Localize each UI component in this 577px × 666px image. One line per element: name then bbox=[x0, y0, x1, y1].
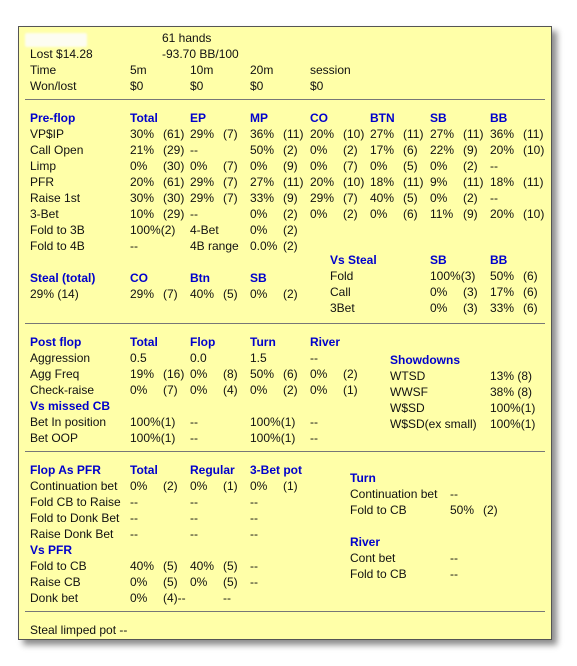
preflop-cell-value: 0% bbox=[250, 207, 268, 221]
check-raise-count: (4) bbox=[223, 383, 238, 397]
steal-count: (2) bbox=[283, 287, 298, 301]
raise-donk-value: -- bbox=[250, 527, 258, 541]
wsd-ex-small-label: W$SD(ex small) bbox=[390, 417, 477, 431]
steal-total-value: 29% (14) bbox=[30, 287, 79, 301]
preflop-cell-value: 30% bbox=[130, 191, 155, 205]
fold-cb-raise-value: -- bbox=[250, 495, 258, 509]
donk-bet-value: 0% bbox=[130, 591, 148, 605]
preflop-cell-value: 18% bbox=[370, 175, 395, 189]
divider bbox=[25, 611, 545, 612]
preflop-cell-value: 29% bbox=[190, 175, 215, 189]
preflop-cell-value: 0% bbox=[310, 207, 328, 221]
fold-to-cb-value: -- bbox=[250, 559, 258, 573]
vs-steal-value: 100%(3) bbox=[430, 269, 476, 283]
vs-steal-count: (6) bbox=[523, 285, 538, 299]
preflop-cell-value: 27% bbox=[250, 175, 275, 189]
preflop-cell-value: 20% bbox=[310, 127, 335, 141]
preflop-cell-value: 20% bbox=[490, 143, 515, 157]
bet-oop-value: 100%(1) bbox=[250, 431, 296, 445]
cbet-count: (1) bbox=[283, 479, 298, 493]
preflop-cell-value: 21% bbox=[130, 143, 155, 157]
bet-oop-value: -- bbox=[190, 431, 198, 445]
won-lost-value: $0 bbox=[130, 79, 144, 93]
turn-header: Turn bbox=[350, 471, 376, 485]
river-cont-bet-label: Cont bet bbox=[350, 551, 396, 565]
preflop-cell-value: 36% bbox=[490, 127, 515, 141]
agg-freq-value: 0% bbox=[190, 367, 208, 381]
preflop-row-label: Raise 1st bbox=[30, 191, 81, 205]
preflop-cell-count: (61) bbox=[163, 127, 185, 141]
preflop-cell-count: (5) bbox=[403, 159, 418, 173]
preflop-row-label: Call Open bbox=[30, 143, 84, 157]
steal-limped-pot: Steal limped pot -- bbox=[30, 623, 128, 637]
preflop-cell-value: 0% bbox=[190, 159, 208, 173]
wsd-value: 100%(1) bbox=[490, 401, 536, 415]
postflop-col: Total bbox=[130, 335, 158, 349]
bet-in-position-label: Bet In position bbox=[30, 415, 107, 429]
turn-cbet-label: Continuation bet bbox=[350, 487, 438, 501]
aggression-label: Aggression bbox=[30, 351, 91, 365]
wtsd-value: 13% (8) bbox=[490, 369, 533, 383]
preflop-col: SB bbox=[430, 111, 447, 125]
river-cont-bet-value: -- bbox=[450, 551, 458, 565]
cbet-label: Continuation bet bbox=[30, 479, 118, 493]
steal-col: CO bbox=[130, 271, 148, 285]
postflop-col: Flop bbox=[190, 335, 216, 349]
wsd-ex-small-value: 100%(1) bbox=[490, 417, 536, 431]
preflop-cell-count: (11) bbox=[283, 127, 304, 141]
preflop-cell-value: 20% bbox=[130, 175, 155, 189]
cbet-value: 0% bbox=[190, 479, 208, 493]
divider bbox=[25, 323, 545, 324]
preflop-cell-value: -- bbox=[190, 143, 198, 157]
preflop-cell-value: 27% bbox=[370, 127, 395, 141]
fold-to-cb-label: Fold to CB bbox=[30, 559, 87, 573]
preflop-cell-count: (2) bbox=[463, 191, 478, 205]
aggression-value: 0.5 bbox=[130, 351, 147, 365]
preflop-col: Total bbox=[130, 111, 158, 125]
wwsf-label: WWSF bbox=[390, 385, 428, 399]
river-fold-cb-label: Fold to CB bbox=[350, 567, 407, 581]
wwsf-value: 38% (8) bbox=[490, 385, 533, 399]
postflop-col: River bbox=[310, 335, 341, 349]
flop-pfr-col: 3-Bet pot bbox=[250, 463, 302, 477]
won-lost-value: $0 bbox=[310, 79, 324, 93]
preflop-cell-count: (61) bbox=[163, 175, 185, 189]
fold-donk-label: Fold to Donk Bet bbox=[30, 511, 120, 525]
preflop-cell-count: (11) bbox=[463, 175, 484, 189]
steal-col: SB bbox=[250, 271, 267, 285]
fold-cb-raise-value: -- bbox=[130, 495, 138, 509]
preflop-cell-value: 0% bbox=[370, 207, 388, 221]
donk-bet-label: Donk bet bbox=[30, 591, 79, 605]
flop-pfr-col: Regular bbox=[190, 463, 235, 477]
preflop-cell-count: (11) bbox=[463, 127, 484, 141]
preflop-cell-count: (6) bbox=[403, 207, 418, 221]
four-bet-range-value: 0.0% bbox=[250, 239, 278, 253]
preflop-cell-count: (29) bbox=[163, 207, 185, 221]
check-raise-label: Check-raise bbox=[30, 383, 95, 397]
won-lost-value: $0 bbox=[250, 79, 264, 93]
agg-freq-count: (16) bbox=[163, 367, 185, 381]
preflop-cell-count: (9) bbox=[463, 143, 478, 157]
bet-oop-label: Bet OOP bbox=[30, 431, 79, 445]
preflop-cell-value: -- bbox=[490, 159, 498, 173]
preflop-cell-count: (7) bbox=[343, 191, 358, 205]
aggression-value: 1.5 bbox=[250, 351, 267, 365]
check-raise-count: (7) bbox=[163, 383, 178, 397]
bb-per-100: -93.70 BB/100 bbox=[162, 47, 239, 61]
preflop-cell-value: 33% bbox=[250, 191, 275, 205]
preflop-cell-count: (11) bbox=[523, 175, 544, 189]
agg-freq-value: 19% bbox=[130, 367, 155, 381]
fold-to-3b-label: Fold to 3B bbox=[30, 223, 85, 237]
preflop-cell-count: (30) bbox=[163, 159, 185, 173]
donk-bet-value: -- bbox=[223, 591, 231, 605]
preflop-cell-count: (2) bbox=[283, 207, 298, 221]
four-bet-range-label: 4B range bbox=[190, 239, 239, 253]
preflop-cell-value: 0% bbox=[130, 159, 148, 173]
preflop-row-label: VP$IP bbox=[30, 127, 65, 141]
won-lost-value: $0 bbox=[190, 79, 204, 93]
agg-freq-label: Agg Freq bbox=[30, 367, 80, 381]
preflop-cell-count: (11) bbox=[403, 127, 424, 141]
cbet-value: 0% bbox=[130, 479, 148, 493]
check-raise-value: 0% bbox=[190, 383, 208, 397]
check-raise-count: (2) bbox=[283, 383, 298, 397]
preflop-cell-value: 0% bbox=[370, 159, 388, 173]
vs-steal-fold-label: Fold bbox=[330, 269, 354, 283]
fold-donk-value: -- bbox=[190, 511, 198, 525]
postflop-col: Turn bbox=[250, 335, 276, 349]
vs-steal-count: (3) bbox=[463, 301, 478, 315]
raise-cb-value: -- bbox=[250, 575, 258, 589]
preflop-cell-value: 0% bbox=[250, 159, 268, 173]
agg-freq-value: 0% bbox=[310, 367, 328, 381]
bet-in-position-value: -- bbox=[190, 415, 198, 429]
preflop-cell-count: (10) bbox=[343, 127, 365, 141]
postflop-header: Post flop bbox=[30, 335, 82, 349]
time-label: Time bbox=[30, 63, 57, 77]
wsd-label: W$SD bbox=[390, 401, 425, 415]
preflop-cell-value: 11% bbox=[430, 207, 454, 221]
time-col: 5m bbox=[130, 63, 147, 77]
vs-steal-value: 33% bbox=[490, 301, 515, 315]
raise-cb-label: Raise CB bbox=[30, 575, 81, 589]
four-bet-label: 4-Bet bbox=[190, 223, 219, 237]
aggression-value: -- bbox=[310, 351, 318, 365]
aggression-value: 0.0 bbox=[190, 351, 207, 365]
preflop-cell-value: 9% bbox=[430, 175, 448, 189]
preflop-cell-count: (2) bbox=[463, 159, 478, 173]
vs-steal-count: (6) bbox=[523, 269, 538, 283]
preflop-cell-value: 40% bbox=[370, 191, 395, 205]
time-col: 20m bbox=[250, 63, 274, 77]
preflop-cell-value: 29% bbox=[310, 191, 335, 205]
agg-freq-count: (6) bbox=[283, 367, 298, 381]
flop-as-pfr-header: Flop As PFR bbox=[30, 463, 101, 477]
divider bbox=[25, 451, 545, 452]
fold-to-3b-value: 100%(2) bbox=[130, 223, 176, 237]
preflop-cell-value: 0% bbox=[430, 191, 448, 205]
preflop-cell-count: (9) bbox=[283, 159, 298, 173]
preflop-col: BB bbox=[490, 111, 508, 125]
fold-to-cb-count: (5) bbox=[163, 559, 178, 573]
turn-fold-cb-count: (2) bbox=[483, 503, 498, 517]
preflop-cell-count: (2) bbox=[343, 207, 358, 221]
cbet-count: (1) bbox=[223, 479, 238, 493]
vs-steal-value: 0% bbox=[430, 285, 448, 299]
river-header: River bbox=[350, 535, 381, 549]
flop-pfr-col: Total bbox=[130, 463, 158, 477]
vs-steal-col: BB bbox=[490, 253, 508, 267]
cbet-value: 0% bbox=[250, 479, 268, 493]
raise-donk-label: Raise Donk Bet bbox=[30, 527, 114, 541]
preflop-cell-count: (7) bbox=[223, 191, 238, 205]
preflop-cell-count: (11) bbox=[403, 175, 424, 189]
vs-steal-count: (6) bbox=[523, 301, 538, 315]
fold-cb-raise-value: -- bbox=[190, 495, 198, 509]
cbet-count: (2) bbox=[163, 479, 178, 493]
wtsd-label: WTSD bbox=[390, 369, 426, 383]
fold-donk-value: -- bbox=[250, 511, 258, 525]
preflop-col: EP bbox=[190, 111, 207, 125]
agg-freq-count: (8) bbox=[223, 367, 238, 381]
preflop-cell-value: 30% bbox=[130, 127, 155, 141]
turn-cbet-value: -- bbox=[450, 487, 458, 501]
vs-steal-count: (3) bbox=[463, 285, 478, 299]
vs-missed-cb-header: Vs missed CB bbox=[30, 399, 111, 413]
time-col: 10m bbox=[190, 63, 214, 77]
preflop-cell-value: 27% bbox=[430, 127, 455, 141]
preflop-cell-count: (10) bbox=[343, 175, 365, 189]
steal-count: (5) bbox=[223, 287, 238, 301]
donk-bet-count: (4)-- bbox=[163, 591, 186, 605]
bet-in-position-value: 100%(1) bbox=[250, 415, 296, 429]
hands-count: 61 hands bbox=[162, 31, 212, 45]
river-fold-cb-value: -- bbox=[450, 567, 458, 581]
raise-cb-count: (5) bbox=[163, 575, 178, 589]
turn-fold-cb-label: Fold to CB bbox=[350, 503, 407, 517]
preflop-cell-value: 29% bbox=[190, 127, 215, 141]
preflop-row-label: 3-Bet bbox=[30, 207, 59, 221]
preflop-cell-count: (11) bbox=[523, 127, 544, 141]
agg-freq-value: 50% bbox=[250, 367, 275, 381]
fold-to-cb-count: (5) bbox=[223, 559, 238, 573]
raise-donk-value: -- bbox=[130, 527, 138, 541]
bet-in-position-value: -- bbox=[310, 415, 318, 429]
lost-amount: Lost $14.28 bbox=[30, 47, 93, 61]
raise-cb-value: 0% bbox=[190, 575, 208, 589]
preflop-cell-count: (7) bbox=[223, 175, 238, 189]
preflop-cell-value: 22% bbox=[430, 143, 455, 157]
player-name-redacted bbox=[25, 33, 87, 47]
fold-donk-value: -- bbox=[130, 511, 138, 525]
check-raise-value: 0% bbox=[310, 383, 328, 397]
preflop-cell-value: 0% bbox=[310, 143, 328, 157]
preflop-col: MP bbox=[250, 111, 268, 125]
vs-steal-col: SB bbox=[430, 253, 447, 267]
bet-oop-value: 100%(1) bbox=[130, 431, 176, 445]
raise-cb-count: (5) bbox=[223, 575, 238, 589]
vs-steal-3bet-label: 3Bet bbox=[330, 301, 355, 315]
showdowns-header: Showdowns bbox=[390, 353, 460, 367]
vs-steal-value: 0% bbox=[430, 301, 448, 315]
preflop-cell-value: -- bbox=[490, 191, 498, 205]
raise-cb-value: 0% bbox=[130, 575, 148, 589]
divider bbox=[25, 99, 545, 100]
preflop-cell-count: (10) bbox=[523, 143, 545, 157]
preflop-row-label: Limp bbox=[30, 159, 57, 173]
bet-oop-value: -- bbox=[310, 431, 318, 445]
steal-count: (7) bbox=[163, 287, 178, 301]
preflop-cell-count: (9) bbox=[283, 191, 298, 205]
preflop-cell-count: (29) bbox=[163, 143, 185, 157]
preflop-cell-value: 29% bbox=[190, 191, 215, 205]
preflop-cell-count: (10) bbox=[523, 207, 545, 221]
preflop-cell-count: (9) bbox=[463, 207, 478, 221]
preflop-header: Pre-flop bbox=[30, 111, 76, 125]
vs-pfr-header: Vs PFR bbox=[30, 543, 73, 557]
preflop-cell-count: (7) bbox=[223, 127, 238, 141]
check-raise-count: (1) bbox=[343, 383, 358, 397]
preflop-col: BTN bbox=[370, 111, 395, 125]
preflop-cell-count: (6) bbox=[403, 143, 418, 157]
steal-value: 29% bbox=[130, 287, 155, 301]
check-raise-value: 0% bbox=[130, 383, 148, 397]
steal-total-header: Steal (total) bbox=[30, 271, 96, 285]
four-bet-count: (2) bbox=[283, 223, 298, 237]
fold-to-cb-value: 40% bbox=[190, 559, 215, 573]
preflop-cell-value: 17% bbox=[370, 143, 395, 157]
fold-to-4b-value: -- bbox=[130, 239, 138, 253]
time-col: session bbox=[310, 63, 351, 77]
preflop-cell-value: -- bbox=[190, 207, 198, 221]
preflop-cell-count: (7) bbox=[343, 159, 358, 173]
preflop-cell-value: 0% bbox=[310, 159, 328, 173]
preflop-cell-count: (30) bbox=[163, 191, 185, 205]
steal-value: 0% bbox=[250, 287, 268, 301]
steal-value: 40% bbox=[190, 287, 215, 301]
turn-fold-cb-value: 50% bbox=[450, 503, 475, 517]
preflop-cell-value: 18% bbox=[490, 175, 515, 189]
vs-steal-value: 17% bbox=[490, 285, 515, 299]
preflop-cell-count: (2) bbox=[343, 143, 358, 157]
preflop-cell-value: 20% bbox=[310, 175, 335, 189]
vs-steal-call-label: Call bbox=[330, 285, 351, 299]
four-bet-range-count: (2) bbox=[283, 239, 298, 253]
won-lost-label: Won/lost bbox=[30, 79, 77, 93]
vs-steal-value: 50% bbox=[490, 269, 515, 283]
bet-in-position-value: 100%(1) bbox=[130, 415, 176, 429]
preflop-row-label: PFR bbox=[30, 175, 54, 189]
preflop-cell-count: (5) bbox=[403, 191, 418, 205]
fold-cb-raise-label: Fold CB to Raise bbox=[30, 495, 121, 509]
fold-to-cb-value: 40% bbox=[130, 559, 155, 573]
preflop-cell-count: (7) bbox=[223, 159, 238, 173]
preflop-cell-count: (2) bbox=[283, 143, 298, 157]
four-bet-value: 0% bbox=[250, 223, 268, 237]
preflop-cell-value: 36% bbox=[250, 127, 275, 141]
preflop-cell-value: 50% bbox=[250, 143, 275, 157]
steal-col: Btn bbox=[190, 271, 210, 285]
agg-freq-count: (2) bbox=[343, 367, 358, 381]
check-raise-value: 0% bbox=[250, 383, 268, 397]
preflop-cell-value: 10% bbox=[130, 207, 155, 221]
preflop-col: CO bbox=[310, 111, 328, 125]
raise-donk-value: -- bbox=[190, 527, 198, 541]
preflop-cell-value: 20% bbox=[490, 207, 515, 221]
hud-stats-panel bbox=[18, 26, 552, 640]
preflop-cell-count: (11) bbox=[283, 175, 304, 189]
preflop-cell-value: 0% bbox=[430, 159, 448, 173]
vs-steal-header: Vs Steal bbox=[330, 253, 377, 267]
fold-to-4b-label: Fold to 4B bbox=[30, 239, 85, 253]
